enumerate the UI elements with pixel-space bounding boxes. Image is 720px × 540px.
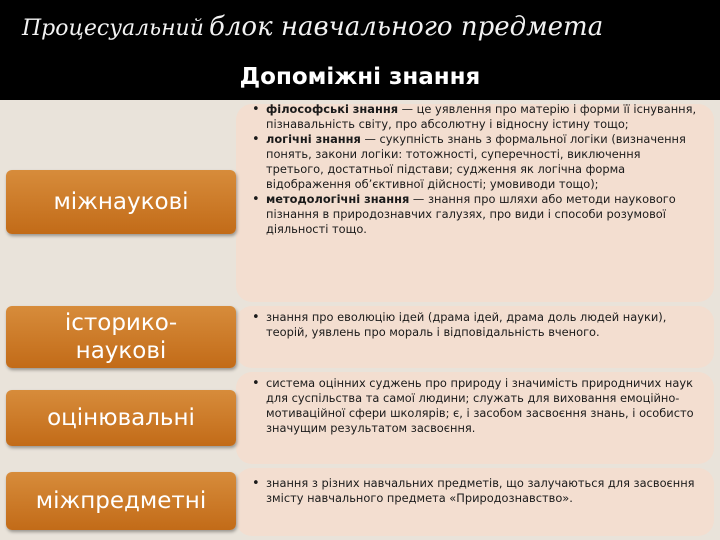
label-interdisciplinary bbox=[6, 170, 236, 234]
list-item bbox=[250, 476, 698, 506]
label-text: міжпредметні bbox=[35, 488, 207, 514]
content-panel bbox=[0, 100, 720, 540]
label-evaluative bbox=[6, 390, 236, 446]
list-item bbox=[250, 102, 698, 132]
title-part-1: Процесуальний bbox=[22, 16, 204, 41]
label-text-line-1: історико- bbox=[64, 310, 178, 336]
list-item bbox=[250, 192, 698, 237]
item-text: — сукупність знань з формальної логіки (визначення понять, закони логіки: тотожності, суперечності, виключення третього, достатньої підстави; судження як логічна форма відображення об’єктивної дійсності; умовиводи тощо); bbox=[266, 132, 686, 191]
term: методологічні знання bbox=[266, 192, 410, 206]
label-intersubject bbox=[6, 472, 236, 530]
term: логічні знання bbox=[266, 132, 361, 146]
slide-title bbox=[22, 12, 712, 48]
item-text: — знання про шляхи або методи наукового пізнання в природознавчих галузях, про види і способи розумової діяльності тощо. bbox=[266, 192, 676, 236]
label-text: оцінювальні bbox=[47, 405, 195, 431]
label-historical bbox=[6, 306, 236, 368]
slide-subtitle: Допоміжні знання bbox=[239, 64, 481, 90]
bullet-list-evaluative bbox=[250, 376, 698, 436]
item-text: — це уявлення про матерію і форми її існування, пізнавальність світу, про абсолютну і відносну істину тощо; bbox=[266, 102, 697, 131]
bullet-list-interdisciplinary bbox=[250, 102, 698, 237]
bullet-list-historical bbox=[250, 310, 698, 340]
title-part-2: блок навчального предмета bbox=[209, 12, 604, 42]
bullet-list-intersubject bbox=[250, 476, 698, 506]
label-text: міжнаукові bbox=[53, 189, 189, 215]
item-text: система оцінних суджень про природу і значимість природничих наук для суспільства та самої людини; служать для виховання емоційно-мотиваційної сфери школярів; є, і засобом засвоєння знань, і особисто значущим результатом засвоєння. bbox=[266, 376, 694, 435]
item-text: знання про еволюцію ідей (драма ідей, драма доль людей науки), теорій, уявлень про мораль і відповідальність вченого. bbox=[266, 310, 667, 339]
label-text-line-2: наукові bbox=[75, 338, 167, 364]
item-text: знання з різних навчальних предметів, що залучаються для засвоєння змісту навчального предмета «Природознавство». bbox=[266, 476, 695, 505]
list-item bbox=[250, 310, 698, 340]
list-item bbox=[250, 376, 698, 436]
list-item bbox=[250, 132, 698, 192]
term: філософські знання bbox=[266, 102, 399, 116]
